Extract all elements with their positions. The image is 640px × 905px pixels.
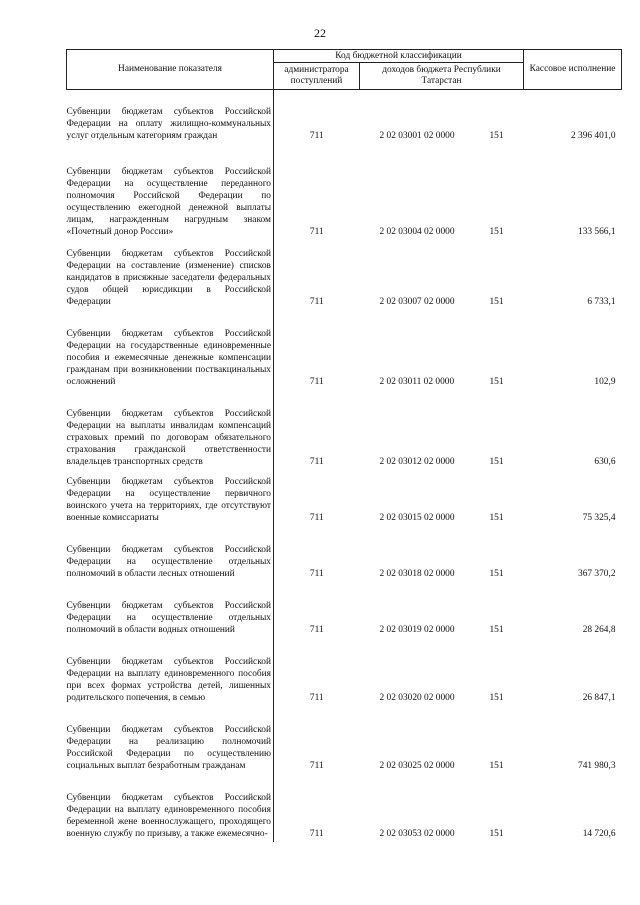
row-name [67, 390, 274, 470]
page-number: 22 [314, 26, 326, 40]
row-budget-code [360, 706, 524, 774]
row-code-number: 2 02 03011 02 0000 [379, 376, 455, 387]
row-budget-code [360, 526, 524, 582]
row-name [67, 582, 274, 638]
row-name [67, 774, 274, 842]
row-admin-code: 711 [309, 692, 324, 703]
row-code-suffix: 151 [489, 130, 504, 141]
row-name [67, 638, 274, 706]
row-amount: 14 720,6 [582, 828, 616, 839]
header-cash-execution: Кассовое исполнение [524, 50, 622, 90]
row-name [67, 90, 274, 144]
row-admin-code: 711 [309, 296, 324, 307]
row-name-text: Субвенции бюджетам субъектов Российской Федерации на выплату единовременного пособия беременной жене военнослужащего, проходящего военную службу по призыву, а также ежемесячно- [66, 792, 271, 839]
table-row [67, 526, 622, 582]
row-code-number: 2 02 03004 02 0000 [379, 226, 455, 237]
row-code-suffix: 151 [489, 828, 504, 839]
row-admin-code: 711 [309, 760, 324, 771]
row-amount: 102,9 [594, 376, 616, 387]
row-budget-code [360, 144, 524, 240]
table-row [67, 706, 622, 774]
row-budget-code [360, 90, 524, 144]
row-code-suffix: 151 [489, 760, 504, 771]
table-row [67, 582, 622, 638]
row-budget-code [360, 774, 524, 842]
row-name [67, 526, 274, 582]
row-name [67, 310, 274, 390]
row-code-suffix: 151 [489, 456, 504, 467]
row-name [67, 470, 274, 526]
row-name [67, 144, 274, 240]
row-amount: 133 566,1 [578, 226, 616, 237]
row-budget-code [360, 638, 524, 706]
row-budget-code [360, 470, 524, 526]
table-row [67, 310, 622, 390]
row-amount: 26 847,1 [582, 692, 616, 703]
row-code-suffix: 151 [489, 692, 504, 703]
header-indicator-name: Наименование показателя [67, 50, 274, 90]
row-code-number: 2 02 03007 02 0000 [379, 296, 455, 307]
row-name-text: Субвенции бюджетам субъектов Российской Федерации на выплату единовременного пособия при всех формах устройства детей, лишенных родительского попечения, в семью [66, 656, 271, 703]
table-row [67, 638, 622, 706]
row-code-suffix: 151 [489, 226, 504, 237]
row-name-text: Субвенции бюджетам субъектов Российской Федерации на осуществление отдельных полномочий в области лесных отношений [66, 544, 271, 579]
header-classification-code: Код бюджетной классификации [274, 50, 524, 63]
table-body [67, 90, 622, 842]
row-name-text: Субвенции бюджетам субъектов Российской Федерации на выплаты инвалидам компенсаций страховых премий по договорам обязательного страхования гражданской ответственности владельцев транспортных средств [66, 408, 271, 467]
row-admin-code: 711 [309, 456, 324, 467]
table-row [67, 240, 622, 310]
row-code-number: 2 02 03015 02 0000 [379, 512, 455, 523]
row-code-number: 2 02 03001 02 0000 [379, 130, 455, 141]
row-budget-code [360, 310, 524, 390]
row-budget-code [360, 240, 524, 310]
row-code-number: 2 02 03012 02 0000 [379, 456, 455, 467]
row-name-text: Субвенции бюджетам субъектов Российской Федерации на осуществление переданного полномочия Российской Федерации по осуществлению ежегодной денежной выплаты лицам, награжденным нагрудным знаком «Почетный донор России» [66, 166, 271, 237]
row-name-text: Субвенции бюджетам субъектов Российской Федерации на осуществление первичного воинского учета на территориях, где отсутствуют военные комиссариаты [66, 476, 271, 523]
row-budget-code [360, 390, 524, 470]
budget-table [66, 49, 622, 842]
table-row [67, 144, 622, 240]
row-admin-code: 711 [309, 376, 324, 387]
row-admin-code: 711 [309, 568, 324, 579]
row-code-suffix: 151 [489, 512, 504, 523]
row-name-text: Субвенции бюджетам субъектов Российской Федерации на государственные единовременные пособия и ежемесячные денежные компенсации гражданам при возникновении поствакцинальных осложнений [66, 328, 271, 387]
header-administrator: администратора поступлений [274, 63, 360, 90]
row-code-suffix: 151 [489, 296, 504, 307]
header-revenue: доходов бюджета Республики Татарстан [360, 63, 524, 90]
row-name-text: Субвенции бюджетам субъектов Российской Федерации на составление (изменение) списков кандидатов в присяжные заседатели федеральных судов общей юрисдикции в Российской Федерации [66, 248, 271, 307]
row-code-number: 2 02 03053 02 0000 [379, 828, 455, 839]
row-admin-code: 711 [309, 512, 324, 523]
row-admin-code: 711 [309, 828, 324, 839]
row-admin-code: 711 [309, 624, 324, 635]
table-row [67, 390, 622, 470]
row-amount: 2 396 401,0 [570, 130, 616, 141]
row-code-number: 2 02 03025 02 0000 [379, 760, 455, 771]
row-code-number: 2 02 03018 02 0000 [379, 568, 455, 579]
row-code-number: 2 02 03019 02 0000 [379, 624, 455, 635]
row-admin-code: 711 [309, 130, 324, 141]
row-name-text: Субвенции бюджетам субъектов Российской Федерации на осуществление отдельных полномочий в области водных отношений [66, 600, 271, 635]
row-code-suffix: 151 [489, 568, 504, 579]
row-amount: 367 370,2 [578, 568, 616, 579]
table-row [67, 470, 622, 526]
row-name [67, 706, 274, 774]
row-amount: 28 264,8 [582, 624, 616, 635]
row-name-text: Субвенции бюджетам субъектов Российской Федерации на реализацию полномочий Российской Федерации по осуществлению социальных выплат безработным гражданам [66, 724, 271, 771]
row-amount: 6 733,1 [587, 296, 616, 307]
row-budget-code [360, 582, 524, 638]
row-amount: 75 325,4 [582, 512, 616, 523]
row-code-number: 2 02 03020 02 0000 [379, 692, 455, 703]
row-code-suffix: 151 [489, 376, 504, 387]
row-name-text: Субвенции бюджетам субъектов Российской Федерации на оплату жилищно-коммунальных услуг отдельным категориям граждан [66, 106, 271, 141]
row-amount: 630,6 [594, 456, 616, 467]
row-code-suffix: 151 [489, 624, 504, 635]
table-row [67, 90, 622, 144]
row-amount: 741 980,3 [578, 760, 616, 771]
row-admin-code: 711 [309, 226, 324, 237]
row-name [67, 240, 274, 310]
table-row [67, 774, 622, 842]
